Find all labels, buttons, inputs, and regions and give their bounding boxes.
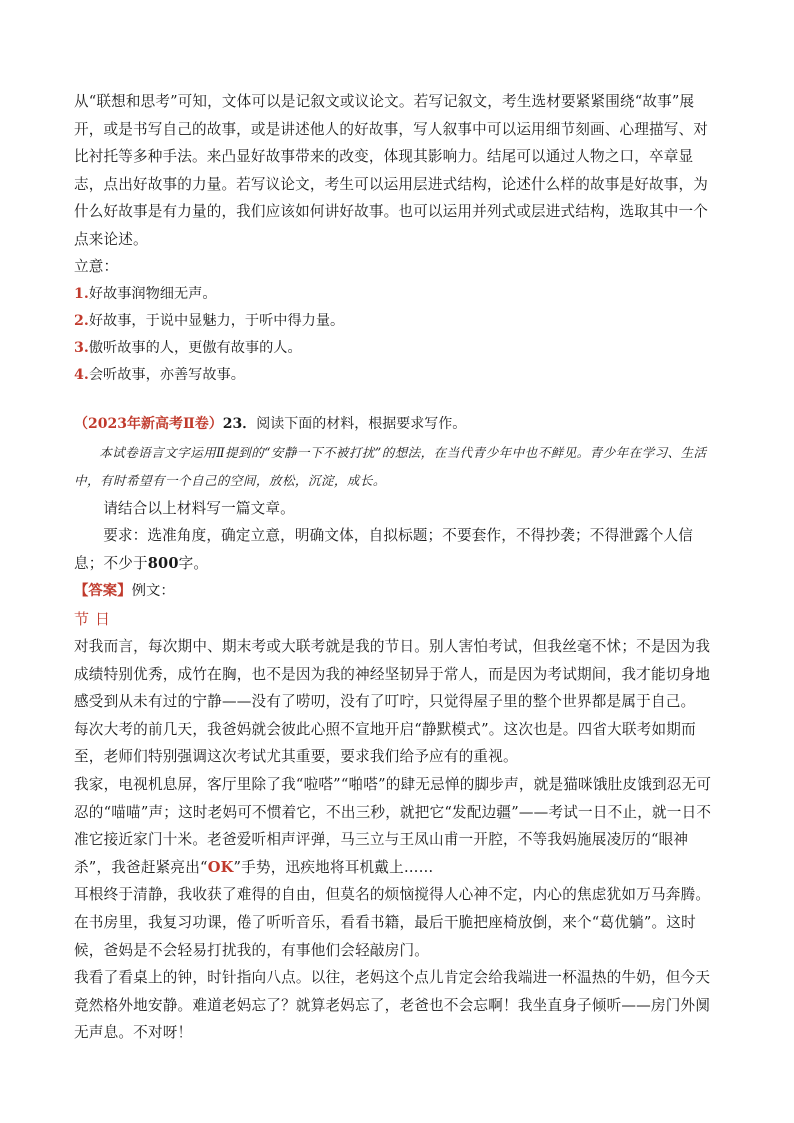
question-prompt: 阅读下面的材料，根据要求写作。: [256, 415, 467, 432]
essay-paragraph-3-tail: ”手势，迅疾地将耳机戴上……: [233, 858, 434, 876]
idea-number: 3.: [74, 339, 89, 356]
essay-paragraph-5: 我看了看桌上的钟，时针指向八点。以往，老妈这个点儿肯定会给我端进一杯温热的牛奶，但今天竟然格外地安静。难道老妈忘了？就算老妈忘了，老爸也不会忘啊！我坐直身子倾听——房门外阒无声息。不对呀！: [74, 969, 711, 1042]
essay-title: 节日: [74, 610, 117, 628]
question-source: （2023年新高考Ⅱ卷）: [74, 415, 223, 432]
document-page: [74, 88, 722, 1047]
idea-item-4: [74, 362, 722, 389]
question-number: 23．: [222, 415, 257, 432]
idea-text: 傲听故事的人，更傲有故事的人。: [88, 339, 302, 356]
idea-number: 4.: [74, 366, 89, 383]
ok-word: OK: [207, 858, 234, 876]
essay-paragraph-2: 每次大考的前几天，我爸妈就会彼此心照不宣地开启“静默模式”。这次也是。四省大联考如期而至，老师们特别强调这次考试尤其重要，要求我们给予应有的重视。: [74, 720, 696, 766]
essay-paragraph-3: [74, 771, 722, 881]
idea-item-1: [74, 281, 722, 308]
question-instruction: 请结合以上材料写一篇文章。: [103, 499, 295, 517]
answer-header: [74, 577, 722, 605]
answer-tag: 【答案】: [74, 582, 132, 599]
idea-text: 会听故事，亦善写故事。: [88, 366, 245, 383]
essay-paragraph-4: 耳根终于清静，我收获了难得的自由，但莫名的烦恼搅得人心神不定，内心的焦虑犹如万马奔腾。在书房里，我复习功课，倦了听听音乐，看看书籍，最后干脆把座椅放倒，来个“葛优躺”。这时候，爸妈是不会轻易打扰我的，有事他们会轻敲房门。: [74, 886, 711, 959]
idea-item-2: [74, 308, 722, 335]
question-header: [74, 409, 722, 439]
section-gap: [74, 389, 722, 409]
essay-paragraph-3-text: 我家，电视机息屏，客厅里除了我“啦嗒”“啪嗒”的肆无忌惮的脚步声，就是猫咪饿肚皮饿到忍无可忍的“喵喵”声；这时老妈可不惯着它，不出三秒，就把它“发配边疆”——考试一日不止，就一日不准它接近家门十米。老爸爱听相声评弹，马三立与王凤山甫一开腔，不等我妈施展凌厉的“眼神杀”，我爸赶紧亮出“: [74, 775, 712, 876]
idea-text: 好故事，于说中显魅力，于听中得力量。: [88, 312, 345, 329]
idea-text: 好故事润物细无声。: [88, 285, 217, 302]
question-material: 本试卷语言文字运用Ⅱ提到的“安静一下不被打扰”的想法，在当代青少年中也不鲜见。青少年在学习、生活中，有时希望有一个自己的空间，放松，沉淀，成长。: [74, 444, 707, 488]
requirement-unit: 字。: [178, 554, 209, 572]
idea-item-3: [74, 335, 722, 362]
essay-paragraph-1: 对我而言，每次期中、期末考或大联考就是我的节日。别人害怕考试，但我丝毫不怵；不是因为我成绩特别优秀，成竹在胸，也不是因为我的神经坚韧异于常人，而是因为考试期间，我才能切身地感受到从未有过的宁静——没有了唠叨，没有了叮咛，只觉得屋子里的整个世界都是属于自己。: [74, 638, 711, 711]
ideas-label: 立意：: [74, 258, 119, 275]
question-requirement: [74, 522, 722, 577]
requirement-word-count: 800: [147, 554, 179, 572]
answer-label: 例文：: [131, 583, 175, 599]
analysis-paragraph: 从“联想和思考”可知，文体可以是记叙文或议论文。若写记叙文，考生选材要紧紧围绕“故事”展开，或是书写自己的故事，或是讲述他人的好故事，写人叙事中可以运用细节刻画、心理描写、对比衬托等多种手法。来凸显好故事带来的改变，体现其影响力。结尾可以通过人物之口，卒章显志，点出好故事的力量。若写议论文，考生可以运用层进式结构，论述什么样的故事是好故事，为什么好故事是有力量的，我们应该如何讲好故事。也可以运用并列式或层进式结构，选取其中一个点来论述。: [74, 93, 708, 248]
requirement-text: 要求：选准角度，确定立意，明确文体，自拟标题；不要套作，不得抄袭；不得泄露个人信息；不少于: [74, 527, 693, 572]
idea-number: 2.: [74, 312, 89, 329]
idea-number: 1.: [74, 285, 89, 302]
